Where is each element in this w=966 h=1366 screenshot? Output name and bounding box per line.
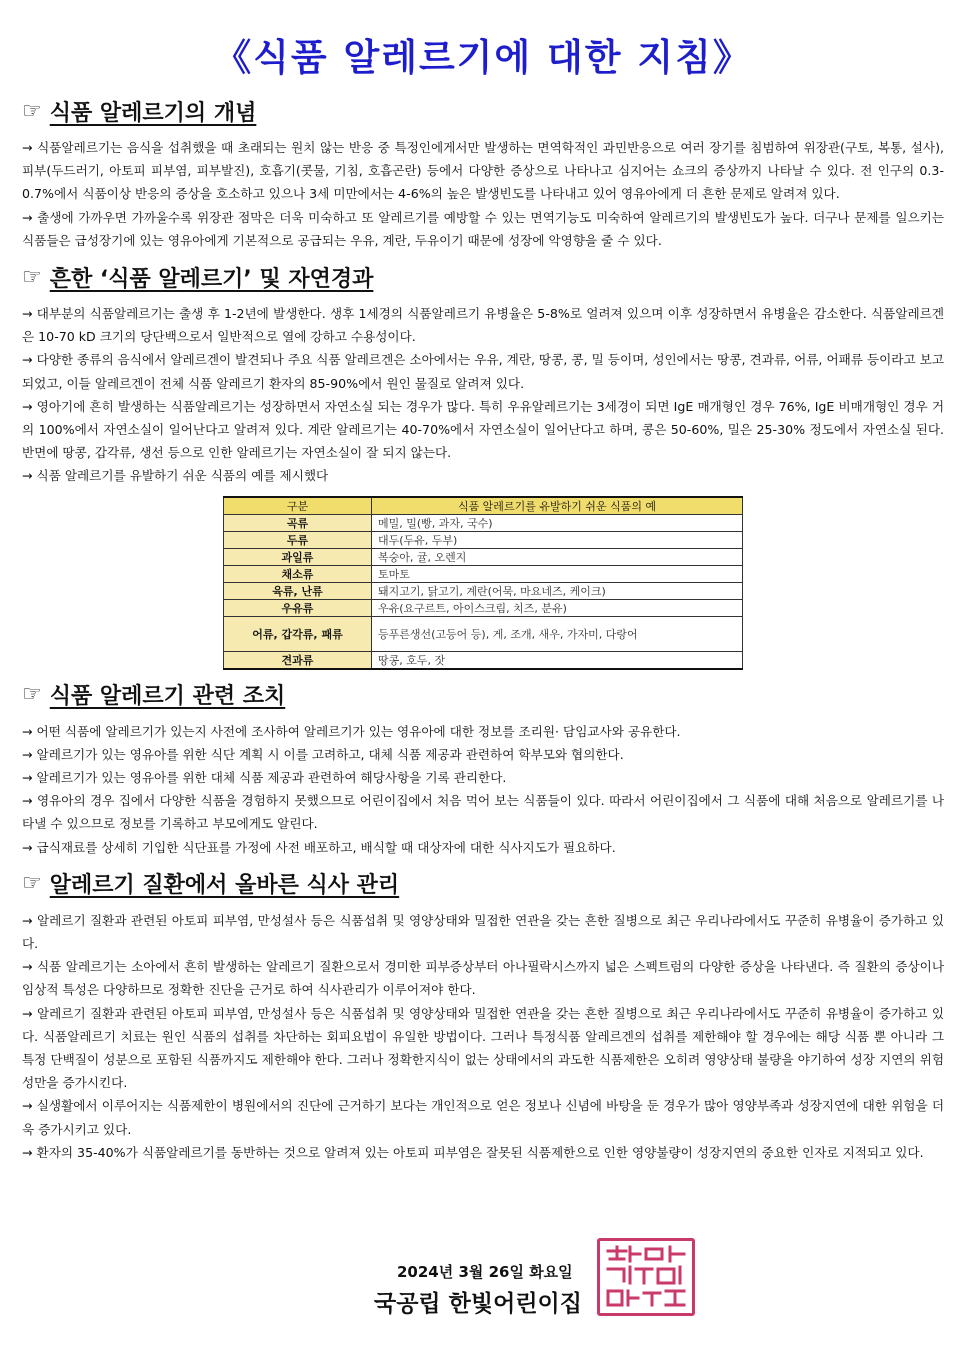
table-cell-examples: 대두(두유, 두부) — [372, 531, 743, 548]
section-heading — [22, 869, 944, 899]
table-row — [224, 548, 743, 565]
table-row — [224, 651, 743, 669]
section-heading — [22, 96, 944, 126]
table-row — [224, 514, 743, 531]
section-heading-text: 흔한 ‘식품 알레르기’ 및 자연경과 — [49, 266, 374, 292]
allergy-food-table-wrapper — [22, 496, 944, 670]
paragraph: → 대부분의 식품알레르기는 출생 후 1-2년에 발생한다. 생후 1세경의 식품알레르기 유병율은 5-8%로 얼려져 있으며 이후 성장하면서 유병율은 감소한다. 식품알레르겐은 10-70 kD 크기의 당단백으로서 일반적으로 열에 강하고 수용성이다. — [22, 306, 944, 345]
table-header-row — [224, 497, 743, 515]
section-heading — [22, 262, 944, 292]
section-concept — [22, 96, 944, 252]
document-title: 《식품 알레르기에 대한 지침》 — [214, 36, 752, 79]
table-cell-examples: 우유(요구르트, 아이스크림, 치즈, 분유) — [372, 599, 743, 616]
table-cell-category: 견과류 — [224, 651, 372, 669]
table-cell-category: 어류, 갑각류, 패류 — [224, 616, 372, 651]
table-cell-examples: 돼지고기, 닭고기, 계란(어묵, 마요네즈, 케이크) — [372, 582, 743, 599]
pointing-hand-icon: ☞ — [22, 264, 42, 290]
paragraph: → 영유아의 경우 집에서 다양한 식품을 경험하지 못했으므로 어린이집에서 처음 먹어 보는 식품들이 있다. 따라서 어린이집에서 그 식품에 대해 처음으로 알레르기를 나타낼 수 있으므로 정보를 기록하고 부모에게도 알린다. — [22, 793, 944, 832]
paragraph: → 식품 알레르기는 소아에서 흔히 발생하는 알레르기 질환으로서 경미한 피부증상부터 아나필락시스까지 넓은 스펙트럼의 다양한 증상을 나타낸다. 즉 질환의 증상이나 임상적 특성은 다양하므로 정확한 진단을 근거로 하여 식사관리가 이루어져야 한다. — [22, 959, 944, 998]
section-heading — [22, 680, 944, 710]
table-cell-examples: 복숭아, 귤, 오렌지 — [372, 548, 743, 565]
pointing-hand-icon: ☞ — [22, 871, 42, 897]
paragraph: → 식품알레르기는 음식을 섭취했을 때 초래되는 원치 않는 반응 중 특정인에게서만 발생하는 면역학적인 과민반응으로 여러 장기를 침범하여 위장관(구토, 복통, 설사), 피부(두드러기, 아토피 피부염, 피부발진), 호흡기(콧물, 기침, 호흡곤란) 등에서 다양한 증상으로 나타나고 심지어는 쇼크의 증상까지 나타날 수 있다. 전 인구의 0.3-0.7%에서 식품이상 반응의 증상을 호소하고 있으나 3세 미만에서는 4-6%의 높은 발생빈도를 나타내고 있어 영유아에게 더 흔한 문제로 알려져 있다. — [22, 140, 944, 202]
table-cell-examples: 등푸른생선(고등어 등), 게, 조개, 새우, 가자미, 다랑어 — [372, 616, 743, 651]
table-row — [224, 616, 743, 651]
section-measures — [22, 680, 944, 859]
section-diet-management — [22, 869, 944, 1164]
table-cell-category: 과일류 — [224, 548, 372, 565]
paragraph: → 식품 알레르기를 유발하기 쉬운 식품의 예를 제시했다 — [22, 468, 329, 484]
paragraph: → 출생에 가까우면 가까울수록 위장관 점막은 더욱 미숙하고 또 알레르기를 예방할 수 있는 면역기능도 미숙하여 알레르기의 발생빈도가 높다. 더구나 문제를 일으키는 식품들은 급성장기에 있는 영유아에게 기본적으로 공급되는 우유, 계란, 두유이기 때문에 성장에 악영향을 줄 수 있다. — [22, 209, 944, 248]
section-heading-text: 식품 알레르기 관련 조치 — [49, 684, 286, 710]
paragraph: → 급식재료를 상세히 기입한 식단표를 가정에 사전 배포하고, 배식할 때 대상자에 대한 식사지도가 필요하다. — [22, 839, 616, 855]
paragraph: → 어떤 식품에 알레르기가 있는지 사전에 조사하여 알레르기가 있는 영유아에 대한 정보를 조리원· 담임교사와 공유한다. — [22, 723, 681, 739]
paragraph: → 알레르기 질환과 관련된 아토피 피부염, 만성설사 등은 식품섭취 및 영양상태와 밀접한 연관을 갖는 흔한 질병으로 최근 우리나라에서도 꾸준히 유병율이 증가하고 있다. 식품알레르기 치료는 원인 식품의 섭취를 차단하는 회피요법이 유일한 방법이다. 그러나 특정식품 알레르겐의 섭취를 제한해야 할 경우에는 해당 식품 뿐 아니라 그 특정 단백질이 성분으로 포함된 식품까지도 제한해야 한다. 그러나 정확한지식이 없는 상태에서의 과도한 식품제한은 오히려 영양상태 불량을 야기하여 성장 지연의 위험성만을 증가시킨다. — [22, 1005, 944, 1091]
section-common-allergy — [22, 262, 944, 670]
paragraph: → 알레르기가 있는 영유아를 위한 식단 계획 시 이를 고려하고, 대체 식품 제공과 관련하여 학부모와 협의한다. — [22, 746, 624, 762]
table-cell-examples: 메밀, 밀(빵, 과자, 국수) — [372, 514, 743, 531]
paragraph: → 알레르기가 있는 영유아를 위한 대체 식품 제공과 관련하여 해당사항을 기록 관리한다. — [22, 770, 507, 786]
pointing-hand-icon: ☞ — [22, 98, 42, 124]
document-date: 2024년 3월 26일 화요일 — [397, 1263, 573, 1281]
table-row — [224, 599, 743, 616]
paragraph: → 영아기에 흔히 발생하는 식품알레르기는 성장하면서 자연소실 되는 경우가 많다. 특히 우유알레르기는 3세경이 되면 IgE 매개형인 경우 76%, IgE 비매개형인 경우 거의 100%에서 자연소실이 일어난다고 알려져 있다. 계란 알레르기는 40-70%에서 자연소실이 일어난다고 하며, 콩은 50-60%, 밀은 25-30% 정도에서 자연소실 된다. 반면에 땅콩, 갑각류, 생선 등으로 인한 알레르기는 자연소실이 잘 되지 않는다. — [22, 398, 944, 461]
organization-name: 국공립 한빛어린이집 — [374, 1291, 582, 1317]
table-cell-category: 두류 — [224, 531, 372, 548]
official-seal-icon — [597, 1238, 695, 1316]
table-row — [224, 565, 743, 582]
seal-graphic — [600, 1241, 692, 1313]
paragraph: → 다양한 종류의 음식에서 알레르겐이 발견되나 주요 식품 알레르겐은 소아에서는 우유, 계란, 땅콩, 콩, 밀 등이며, 성인에서는 땅콩, 견과류, 어류, 어패류 등이라고 보고되었고, 이들 알레르겐이 전체 식품 알레르기 환자의 85-90%에서 원인 물질로 알려져 있다. — [22, 352, 944, 391]
paragraph: → 환자의 35-40%가 식품알레르기를 동반하는 것으로 알려져 있는 아토피 피부염은 잘못된 식품제한으로 인한 영양불량이 성장지연의 중요한 인자로 지적되고 있다. — [22, 1144, 924, 1160]
table-cell-category: 채소류 — [224, 565, 372, 582]
table-cell-category: 육류, 난류 — [224, 582, 372, 599]
document-page — [22, 0, 944, 1317]
document-footer — [22, 1245, 944, 1355]
paragraph: → 알레르기 질환과 관련된 아토피 피부염, 만성설사 등은 식품섭취 및 영양상태와 밀접한 연관을 갖는 흔한 질병으로 최근 우리나라에서도 꾸준히 유병율이 증가하고 있다. — [22, 912, 944, 952]
table-cell-category: 곡류 — [224, 514, 372, 531]
section-heading-text: 알레르기 질환에서 올바른 식사 관리 — [49, 873, 400, 899]
table-header-category: 구분 — [224, 497, 372, 515]
table-cell-examples: 토마토 — [372, 565, 743, 582]
section-heading-text: 식품 알레르기의 개념 — [49, 100, 257, 126]
table-header-examples: 식품 알레르기를 유발하기 쉬운 식품의 예 — [372, 497, 743, 515]
table-row — [224, 531, 743, 548]
allergy-food-table — [223, 496, 743, 670]
table-cell-category: 우유류 — [224, 599, 372, 616]
table-row — [224, 582, 743, 599]
table-cell-examples: 땅콩, 호두, 잣 — [372, 651, 743, 669]
pointing-hand-icon: ☞ — [22, 682, 42, 708]
paragraph: → 실생활에서 이루어지는 식품제한이 병원에서의 진단에 근거하기 보다는 개인적으로 얻은 정보나 신념에 바탕을 둔 경우가 많아 영양부족과 성장지연에 대한 위험을 더욱 증가시키고 있다. — [22, 1098, 944, 1137]
